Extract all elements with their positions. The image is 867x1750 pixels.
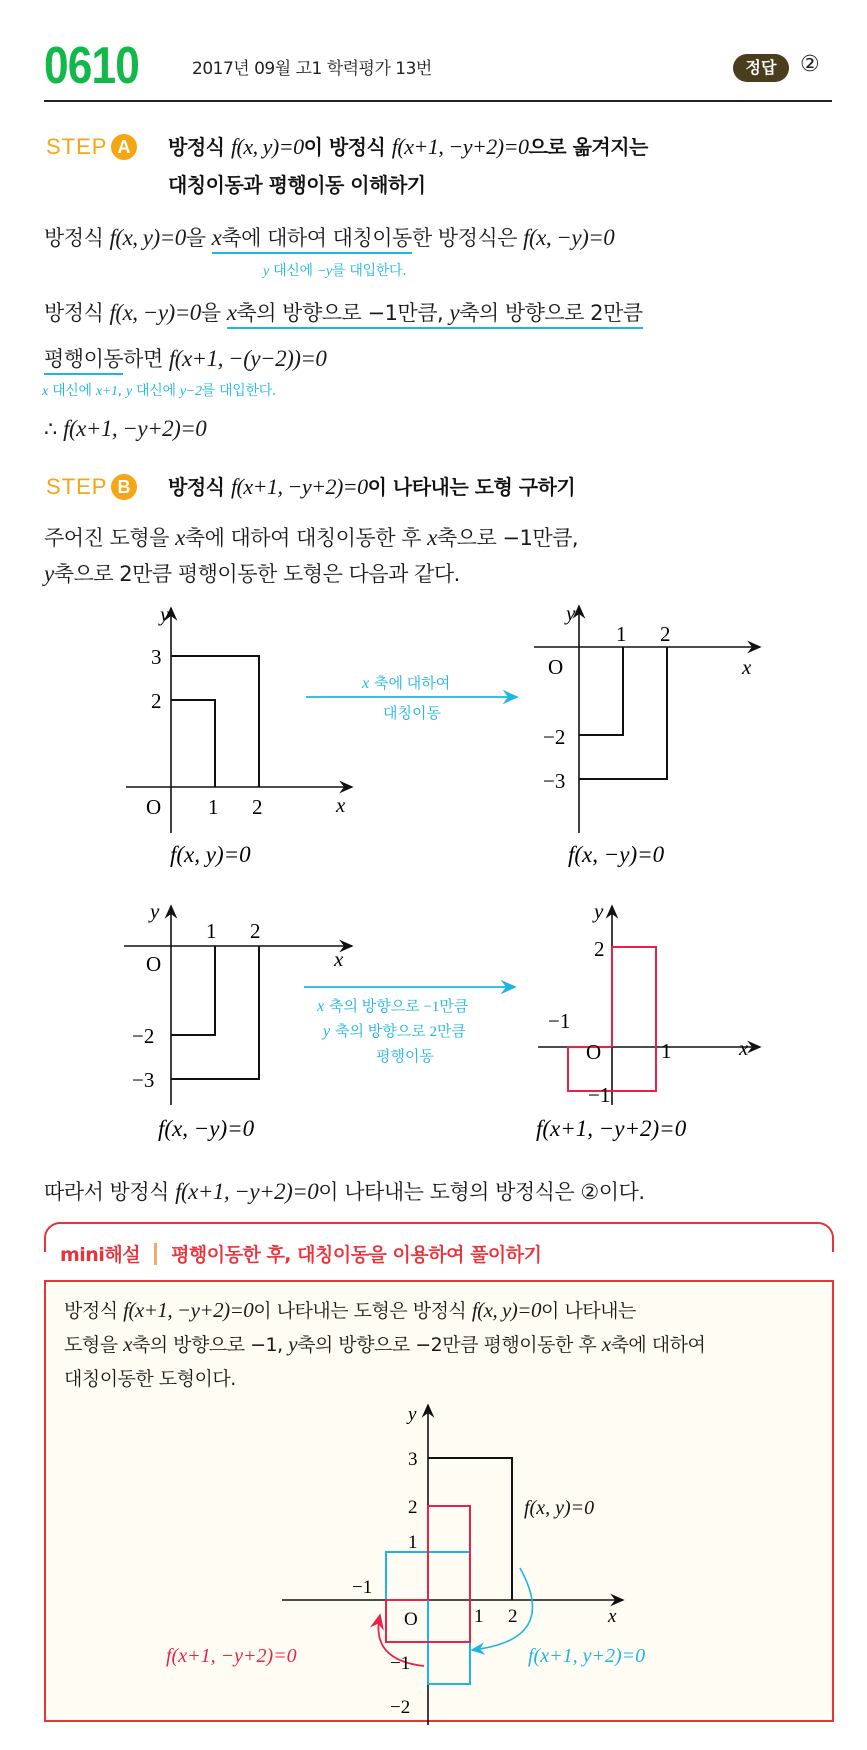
- svg-text:2: 2: [660, 622, 671, 646]
- step-a-paragraph-3: 평행이동하면 f(x+1, −(y−2))=0: [44, 343, 326, 373]
- svg-text:1: 1: [661, 1039, 672, 1063]
- mini-header: [60, 1240, 541, 1267]
- arrow-translate: [304, 987, 515, 1065]
- problem-source: 2017년 09월 고1 학력평가 13번: [192, 59, 432, 79]
- step-a-paragraph-1: 방정식 f(x, y)=0을 x축에 대하여 대칭이동한 방정식은 f(x, −y)=0: [44, 222, 614, 252]
- svg-text:O: O: [548, 655, 564, 679]
- svg-text:1: 1: [616, 622, 627, 646]
- svg-text:평행이동: 평행이동: [376, 1049, 434, 1065]
- conclusion: 따라서 방정식 f(x+1, −y+2)=0이 나타내는 도형의 방정식은 ②이다.: [44, 1179, 645, 1204]
- graph-2: [534, 601, 760, 867]
- step-b-circle-icon: B: [111, 474, 137, 500]
- answer-value: ②: [800, 52, 820, 77]
- svg-text:x: x: [742, 655, 752, 679]
- svg-text:1: 1: [208, 795, 219, 819]
- svg-text:x: x: [362, 675, 370, 692]
- arrow-reflect: [306, 674, 517, 722]
- svg-text:축의 방향으로 2만큼: 축의 방향으로 2만큼: [335, 1024, 466, 1040]
- step-b-line-2: y축으로 2만큼 평행이동한 도형은 다음과 같다.: [44, 561, 460, 586]
- svg-text:−3: −3: [543, 769, 566, 793]
- svg-text:O: O: [404, 1609, 418, 1630]
- svg-text:2: 2: [250, 919, 261, 943]
- svg-text:y: y: [160, 602, 170, 626]
- svg-text:f(x, −y)=0: f(x, −y)=0: [158, 1116, 255, 1141]
- svg-text:y: y: [150, 899, 160, 923]
- svg-text:2: 2: [508, 1606, 518, 1627]
- svg-text:O: O: [586, 1040, 602, 1064]
- step-b-label: STEP B: [46, 474, 137, 500]
- graph-1: [126, 602, 352, 867]
- step-a-title: 방정식 f(x, y)=0이 방정식 f(x+1, −y+2)=0으로 옮겨지는 대칭이동과 평행이동 이해하기: [168, 134, 648, 197]
- annotation-note-2: x 대신에 x+1, y 대신에 y−2를 대입한다.: [42, 383, 277, 399]
- graphs-diagram: [0, 590, 867, 1150]
- svg-text:2: 2: [594, 937, 605, 961]
- mini-line-2: 도형을 x축의 방향으로 −1, y축의 방향으로 −2만큼 평행이동한 후 x축에 대하여: [64, 1332, 706, 1356]
- svg-text:축에 대하여: 축에 대하여: [374, 676, 451, 692]
- svg-text:−1: −1: [588, 1083, 611, 1107]
- svg-text:3: 3: [151, 645, 162, 669]
- svg-text:f(x+1, −y+2)=0: f(x+1, −y+2)=0: [166, 1645, 297, 1667]
- svg-text:1: 1: [474, 1606, 484, 1627]
- answer-badge: 정답: [733, 54, 789, 82]
- svg-text:x: x: [317, 998, 325, 1015]
- svg-text:−1: −1: [548, 1009, 571, 1033]
- svg-text:−1: −1: [390, 1653, 411, 1674]
- graph-3: [124, 899, 352, 1141]
- mini-line-1: 방정식 f(x+1, −y+2)=0이 나타내는 도형은 방정식 f(x, y)=0이 나타내는: [64, 1298, 636, 1322]
- step-b-line-1: 주어진 도형을 x축에 대하여 대칭이동한 후 x축으로 −1만큼,: [44, 525, 579, 550]
- svg-text:f(x, y)=0: f(x, y)=0: [170, 842, 251, 867]
- svg-text:−2: −2: [390, 1697, 411, 1718]
- svg-text:−2: −2: [132, 1024, 155, 1048]
- svg-text:1: 1: [408, 1532, 418, 1553]
- mini-separator: [154, 1243, 157, 1265]
- svg-text:y: y: [408, 1404, 417, 1425]
- svg-text:f(x+1, y+2)=0: f(x+1, y+2)=0: [528, 1645, 646, 1667]
- svg-text:x: x: [334, 947, 344, 971]
- svg-text:1: 1: [206, 919, 217, 943]
- step-a-therefore: ∴ f(x+1, −y+2)=0: [44, 416, 207, 441]
- mini-tag: mini해설: [60, 1244, 141, 1266]
- problem-number: 0610: [44, 37, 139, 95]
- step-b-title: 방정식 f(x+1, −y+2)=0이 나타내는 도형 구하기: [168, 474, 576, 499]
- svg-text:−2: −2: [543, 725, 566, 749]
- mini-title: 평행이동한 후, 대칭이동을 이용하여 풀이하기: [171, 1244, 542, 1266]
- svg-text:x: x: [739, 1036, 749, 1060]
- svg-text:x: x: [336, 793, 346, 817]
- svg-text:2: 2: [151, 689, 162, 713]
- header-divider: [44, 100, 832, 102]
- svg-text:f(x, −y)=0: f(x, −y)=0: [568, 842, 665, 867]
- svg-text:O: O: [146, 952, 162, 976]
- svg-text:f(x+1, −y+2)=0: f(x+1, −y+2)=0: [536, 1116, 687, 1141]
- svg-text:y: y: [323, 1023, 331, 1040]
- svg-text:−3: −3: [132, 1068, 155, 1092]
- svg-text:x: x: [608, 1606, 617, 1627]
- graph-4: [536, 899, 760, 1141]
- svg-text:3: 3: [408, 1449, 418, 1470]
- annotation-note-1: y 대신에 −y를 대입한다.: [263, 263, 407, 279]
- step-a-circle-icon: A: [111, 134, 137, 160]
- svg-text:y: y: [566, 601, 576, 625]
- step-a-paragraph-2: 방정식 f(x, −y)=0을 x축의 방향으로 −1만큼, y축의 방향으로 2만큼: [44, 297, 643, 327]
- svg-text:−1: −1: [352, 1577, 373, 1598]
- svg-text:f(x, y)=0: f(x, y)=0: [524, 1497, 595, 1519]
- step-a-label: [46, 134, 137, 160]
- svg-text:2: 2: [408, 1497, 418, 1518]
- svg-text:대칭이동: 대칭이동: [383, 706, 441, 722]
- svg-text:축의 방향으로 −1만큼: 축의 방향으로 −1만큼: [329, 999, 469, 1015]
- step-label-text: STEP: [46, 134, 108, 159]
- svg-text:O: O: [146, 795, 162, 819]
- mini-graph: [0, 1395, 867, 1725]
- svg-text:2: 2: [252, 795, 263, 819]
- svg-text:y: y: [594, 899, 604, 923]
- mini-line-3: 대칭이동한 도형이다.: [64, 1368, 236, 1390]
